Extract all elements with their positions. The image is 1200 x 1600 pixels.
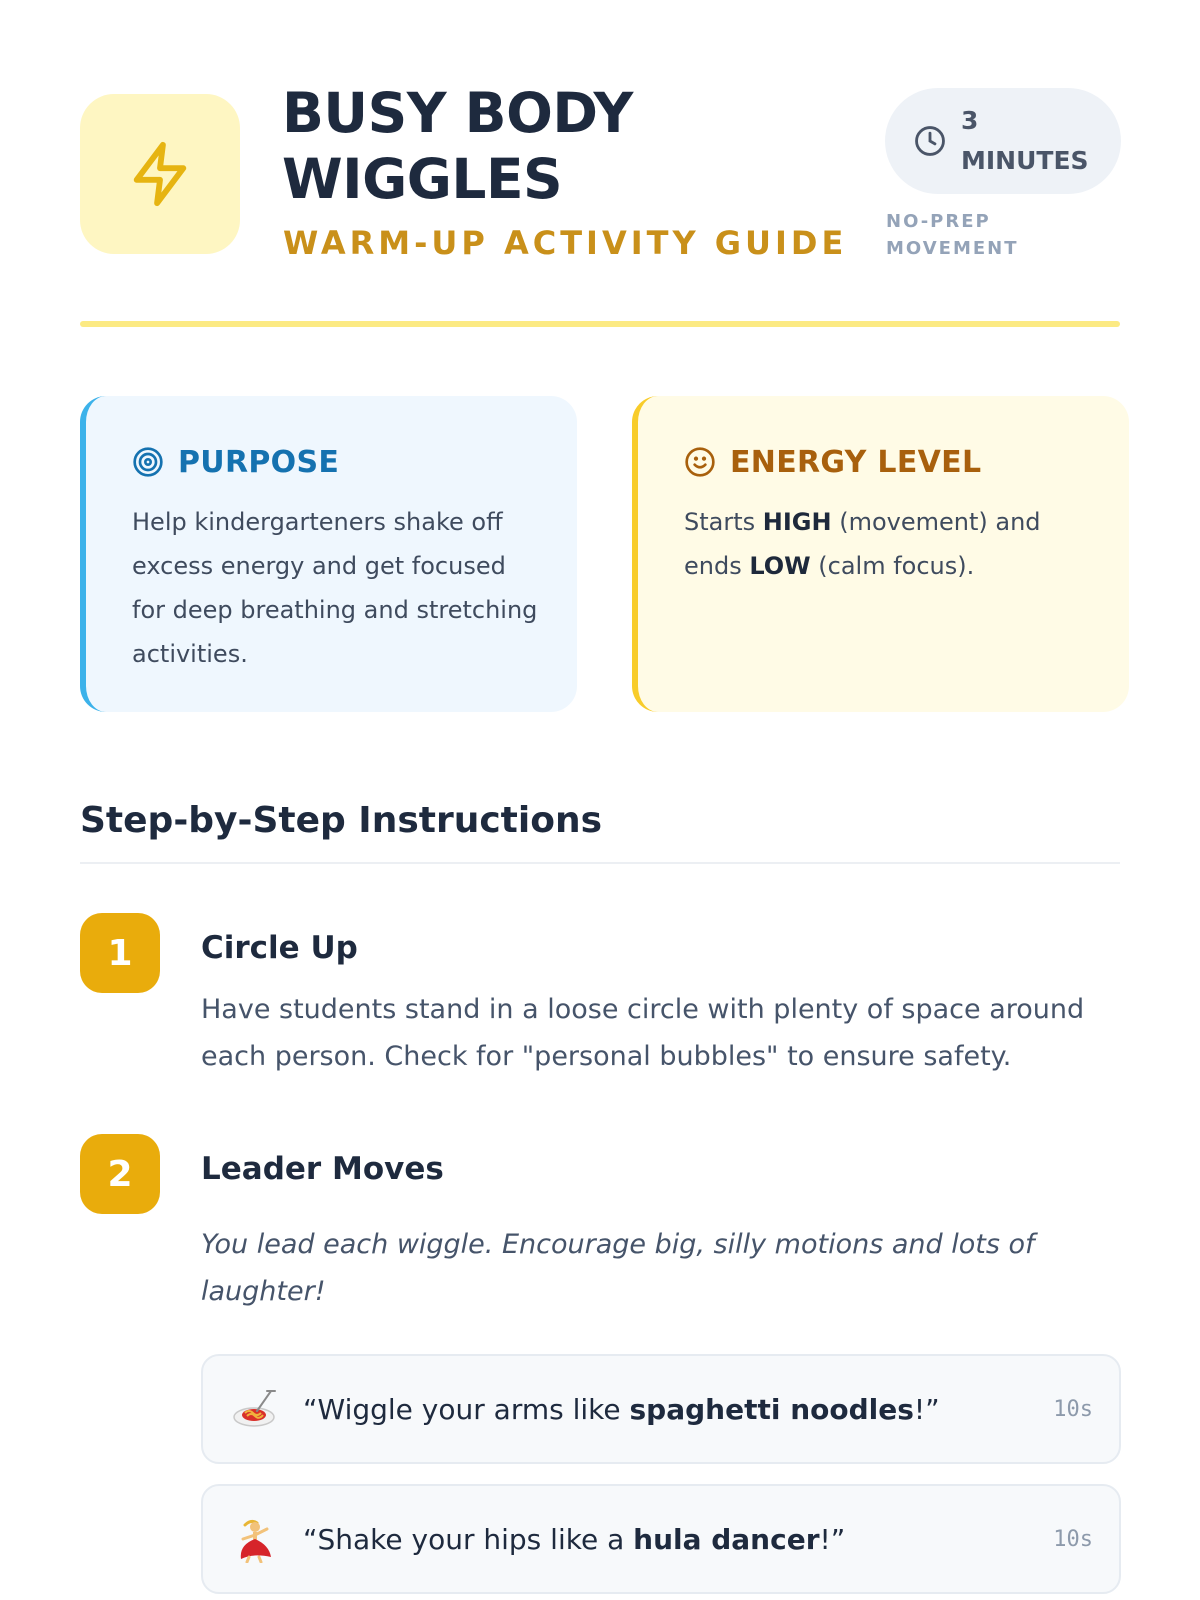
purpose-text: Help kindergarteners shake off excess energy and get focused for deep breathing and stretching activities. [132,508,538,668]
duration-label: 3 MINUTES [961,106,1089,175]
move-instruction [303,1393,1053,1426]
move-duration: 10s [1053,1396,1093,1422]
move-text-suffix: !” [913,1392,940,1426]
move-duration: 10s [1053,1526,1093,1552]
energy-title: ENERGY LEVEL [730,444,982,480]
energy-text [684,500,1093,588]
logo-badge [80,94,240,254]
lightning-bolt-icon [125,136,195,212]
wiggle-move-card [201,1354,1121,1464]
move-text-prefix: “Shake your hips like a [303,1522,634,1556]
activity-guide-page [80,0,1120,1600]
smiley-icon [684,446,716,478]
step-description: You lead each wiggle. Encourage big, silly motions and lots of laughter! [201,1229,1035,1307]
energy-level-card [632,396,1129,712]
move-highlight: spaghetti noodles [629,1392,914,1426]
instructions-heading: Step-by-Step Instructions [80,800,603,841]
clock-icon [913,124,947,158]
purpose-card-header [132,442,541,482]
energy-high: HIGH [762,508,832,536]
page-subtitle: WARM-UP ACTIVITY GUIDE [283,224,848,262]
step-description: Have students stand in a loose circle with plenty of space around each person. Check for "personal bubbles" to ensure safety. [201,994,1085,1072]
move-text-prefix: “Wiggle your arms like [303,1392,630,1426]
target-icon [132,446,164,478]
wiggle-move-card [201,1484,1121,1594]
header-divider [80,321,1120,327]
dancer-icon [231,1515,279,1563]
energy-text-suffix: (calm focus). [810,552,975,580]
move-instruction [303,1523,1053,1556]
move-highlight: hula dancer [633,1522,820,1556]
no-prep-tag: NO-PREP MOVEMENT [886,211,1019,259]
energy-text-prefix: Starts [684,508,763,536]
energy-card-header [684,442,1093,482]
instructions-divider [80,862,1120,864]
step-title: Leader Moves [201,1151,444,1187]
spaghetti-icon [231,1385,279,1433]
purpose-card [80,396,577,712]
step-number-badge: 1 [80,913,160,993]
move-text-suffix: !” [819,1522,846,1556]
page-title: BUSY BODY WIGGLES [282,81,633,211]
energy-low: LOW [749,552,811,580]
step-number-badge: 2 [80,1134,160,1214]
purpose-title: PURPOSE [178,444,340,480]
duration-badge [885,88,1121,194]
step-title: Circle Up [201,930,358,966]
energy-text-middle: (movement) and ends [684,508,1041,580]
